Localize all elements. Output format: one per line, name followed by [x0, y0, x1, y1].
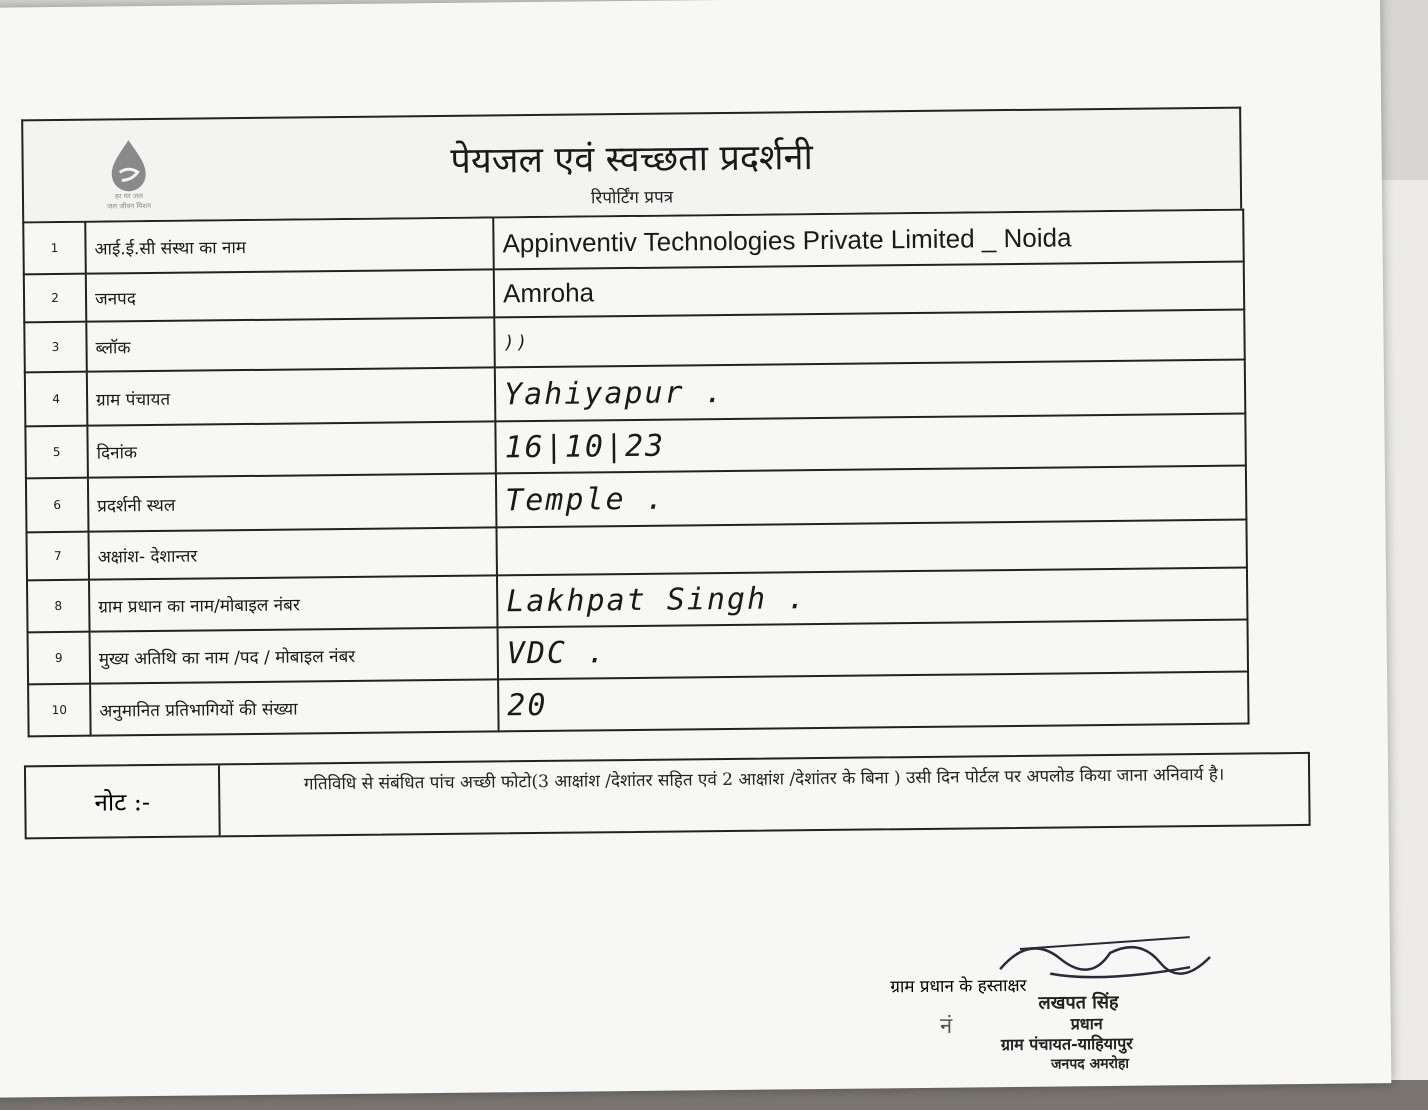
row-number: 2 [24, 274, 86, 323]
stamp-title: प्रधान [1070, 1014, 1103, 1034]
stamp-name: लखपत सिंह [1038, 991, 1119, 1014]
row-label: अक्षांश- देशान्तर [88, 527, 496, 579]
row-number: 1 [23, 222, 86, 275]
row-label: ग्राम प्रधान का नाम/मोबाइल नंबर [89, 575, 498, 631]
form-content [21, 107, 1248, 1073]
row-number: 3 [24, 322, 87, 373]
pradhan-signature [990, 927, 1231, 1000]
row-label: जनपद [86, 269, 494, 321]
logo-text-2: जल जीवन मिशन [107, 202, 152, 211]
row-value: Yahiyapur . [495, 360, 1246, 422]
row-value: Appinventiv Technologies Private Limited _ Noida [493, 210, 1244, 270]
note-label: नोट :- [26, 765, 221, 837]
stamp-panchayat: ग्राम पंचायत-याहियापुर [1000, 1033, 1133, 1055]
form-title: पेयजल एवं स्वच्छता प्रदर्शनी [450, 137, 814, 182]
row-number: 8 [27, 580, 90, 633]
row-label: अनुमानित प्रतिभागियों की संख्या [90, 679, 499, 735]
row-number: 5 [25, 426, 88, 479]
stamp-district: जनपद अमरोहा [1051, 1055, 1130, 1073]
report-table [22, 209, 1249, 738]
row-label: आई.ई.सी संस्था का नाम [85, 217, 494, 273]
row-label: प्रदर्शनी स्थल [88, 473, 497, 531]
row-number: 4 [25, 372, 88, 427]
row-label: मुख्य अतिथि का नाम /पद / मोबाइल नंबर [90, 627, 499, 683]
row-label: ब्लॉक [86, 317, 495, 371]
note-text: गतिविधि से संबंधित पांच अच्छी फोटो(3 आक्षांश /देशांतर सहित एवं 2 आक्षांश /देशांतर के बिना ) उसी दिन पोर्टल पर अपलोड किया जाना अनिवार्य है। [303, 764, 1225, 795]
row-value: 20 [498, 672, 1249, 732]
signature-label: ग्राम प्रधान के हस्ताक्षर [890, 975, 1027, 998]
row-label: ग्राम पंचायत [87, 367, 496, 425]
row-value: Lakhpat Singh . [497, 568, 1248, 628]
note-box [24, 752, 1311, 839]
row-value: VDC . [498, 620, 1249, 680]
row-number: 7 [26, 532, 88, 581]
form-subtitle: रिपोर्टिंग प्रपत्र [590, 187, 674, 209]
pen-scribble: नं [940, 1014, 953, 1039]
row-value: 16|10|23 [495, 414, 1246, 474]
form-header [21, 107, 1242, 222]
logo-text-1: हर घर जल [114, 192, 144, 201]
row-label: दिनांक [87, 421, 496, 477]
row-value: Temple . [496, 466, 1247, 528]
row-value: )) [494, 310, 1244, 368]
row-value: Amroha [494, 262, 1244, 318]
row-number: 10 [28, 684, 91, 737]
row-number: 9 [28, 632, 91, 685]
row-value [496, 520, 1246, 576]
row-number: 6 [26, 478, 89, 533]
